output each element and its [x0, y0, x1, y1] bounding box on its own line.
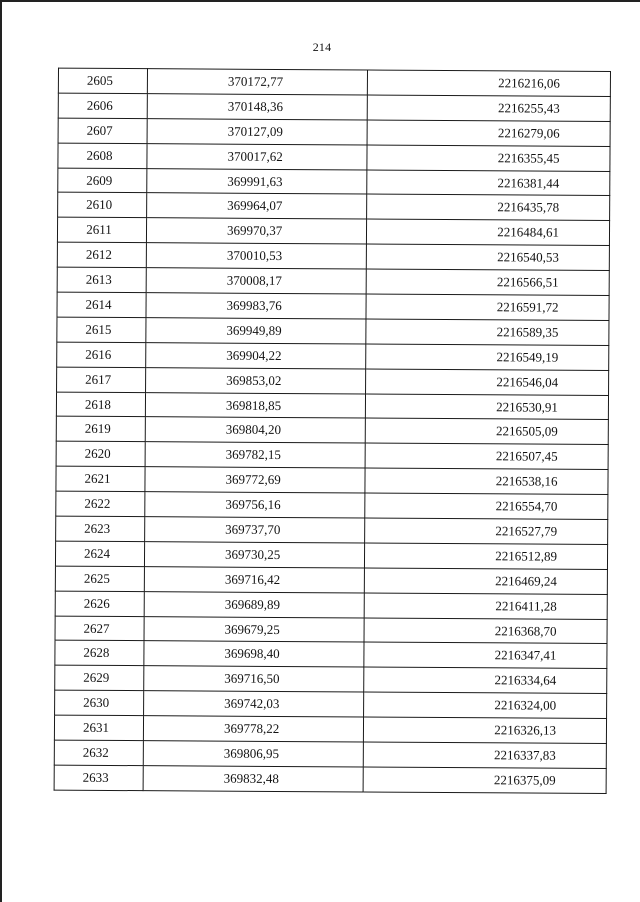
x-coordinate-cell: 369730,25: [144, 542, 364, 568]
y-coordinate-cell: 2216549,19: [366, 344, 609, 370]
y-coordinate-cell: 2216566,51: [366, 269, 609, 295]
point-number-cell: 2609: [58, 168, 147, 193]
table-row: [55, 591, 607, 619]
point-number-cell: 2613: [57, 267, 146, 292]
table-row: [55, 541, 607, 569]
x-coordinate-cell: 369782,15: [145, 442, 365, 468]
x-coordinate-cell: 369742,03: [144, 691, 364, 717]
x-coordinate-cell: 369778,22: [143, 716, 363, 742]
point-number-cell: 2621: [56, 466, 145, 491]
x-coordinate-cell: 369698,40: [144, 641, 364, 667]
point-number-cell: 2625: [55, 566, 144, 591]
x-coordinate-cell: 369904,22: [146, 342, 366, 368]
point-number-cell: 2626: [55, 591, 144, 616]
x-coordinate-cell: 369689,89: [144, 591, 364, 617]
point-number-cell: 2607: [58, 118, 147, 143]
coordinates-table-body: [54, 68, 610, 793]
x-coordinate-cell: 369772,69: [145, 467, 365, 493]
table-row: [57, 217, 609, 245]
table-row: [56, 491, 608, 519]
x-coordinate-cell: 369716,42: [144, 566, 364, 592]
x-coordinate-cell: 370008,17: [146, 268, 366, 294]
point-number-cell: 2614: [57, 292, 146, 317]
x-coordinate-cell: 369806,95: [143, 741, 363, 767]
x-coordinate-cell: 369818,85: [145, 392, 365, 418]
table-row: [58, 143, 610, 171]
y-coordinate-cell: 2216375,09: [363, 767, 606, 793]
point-number-cell: 2615: [57, 317, 146, 342]
table-row: [56, 466, 608, 494]
point-number-cell: 2618: [56, 392, 145, 417]
table-row: [55, 690, 607, 718]
y-coordinate-cell: 2216540,53: [366, 244, 609, 270]
point-number-cell: 2624: [55, 541, 144, 566]
point-number-cell: 2623: [56, 516, 145, 541]
x-coordinate-cell: 370127,09: [147, 118, 367, 144]
point-number-cell: 2632: [54, 740, 143, 765]
point-number-cell: 2620: [56, 441, 145, 466]
x-coordinate-cell: 369804,20: [145, 417, 365, 443]
y-coordinate-cell: 2216554,70: [365, 493, 608, 519]
table-row: [56, 441, 608, 469]
table-row: [58, 118, 610, 146]
x-coordinate-cell: 369949,89: [146, 318, 366, 344]
point-number-cell: 2605: [58, 68, 147, 93]
y-coordinate-cell: 2216512,89: [364, 543, 607, 569]
y-coordinate-cell: 2216255,43: [367, 95, 610, 121]
y-coordinate-cell: 2216591,72: [366, 294, 609, 320]
y-coordinate-cell: 2216326,13: [363, 717, 606, 743]
y-coordinate-cell: 2216505,09: [365, 418, 608, 444]
table-row: [58, 68, 610, 96]
y-coordinate-cell: 2216589,35: [366, 319, 609, 345]
table-row: [57, 292, 609, 320]
y-coordinate-cell: 2216334,64: [364, 667, 607, 693]
y-coordinate-cell: 2216411,28: [364, 593, 607, 619]
y-coordinate-cell: 2216347,41: [364, 642, 607, 668]
x-coordinate-cell: 369737,70: [145, 517, 365, 543]
table-row: [58, 93, 610, 121]
table-row: [56, 392, 608, 420]
y-coordinate-cell: 2216484,61: [366, 219, 609, 245]
x-coordinate-cell: 370148,36: [147, 94, 367, 120]
y-coordinate-cell: 2216368,70: [364, 618, 607, 644]
point-number-cell: 2617: [57, 367, 146, 392]
point-number-cell: 2630: [55, 690, 144, 715]
point-number-cell: 2619: [56, 417, 145, 442]
y-coordinate-cell: 2216381,44: [367, 170, 610, 196]
x-coordinate-cell: 369991,63: [147, 168, 367, 194]
x-coordinate-cell: 369716,50: [144, 666, 364, 692]
table-row: [55, 665, 607, 693]
x-coordinate-cell: 369756,16: [145, 492, 365, 518]
x-coordinate-cell: 370017,62: [147, 143, 367, 169]
y-coordinate-cell: 2216507,45: [365, 443, 608, 469]
y-coordinate-cell: 2216435,78: [367, 194, 610, 220]
y-coordinate-cell: 2216469,24: [364, 568, 607, 594]
table-row: [58, 193, 610, 221]
x-coordinate-cell: 369964,07: [147, 193, 367, 219]
table-row: [58, 168, 610, 196]
point-number-cell: 2610: [58, 193, 147, 218]
x-coordinate-cell: 369853,02: [146, 367, 366, 393]
y-coordinate-cell: 2216355,45: [367, 145, 610, 171]
table-row: [54, 715, 606, 743]
x-coordinate-cell: 369679,25: [144, 616, 364, 642]
x-coordinate-cell: 370010,53: [146, 243, 366, 269]
table-row: [54, 740, 606, 768]
y-coordinate-cell: 2216216,06: [367, 70, 610, 96]
y-coordinate-cell: 2216538,16: [365, 468, 608, 494]
y-coordinate-cell: 2216527,79: [365, 518, 608, 544]
point-number-cell: 2612: [57, 242, 146, 267]
table-row: [56, 516, 608, 544]
table-row: [55, 566, 607, 594]
table-row: [55, 641, 607, 669]
x-coordinate-cell: 369970,37: [146, 218, 366, 244]
point-number-cell: 2616: [57, 342, 146, 367]
table-row: [57, 267, 609, 295]
y-coordinate-cell: 2216279,06: [367, 120, 610, 146]
table-row: [57, 367, 609, 395]
y-coordinate-cell: 2216530,91: [365, 394, 608, 420]
table-row: [57, 242, 609, 270]
point-number-cell: 2606: [58, 93, 147, 118]
point-number-cell: 2611: [57, 217, 146, 242]
point-number-cell: 2622: [56, 491, 145, 516]
point-number-cell: 2633: [54, 765, 143, 790]
y-coordinate-cell: 2216324,00: [364, 692, 607, 718]
y-coordinate-cell: 2216337,83: [363, 742, 606, 768]
table-row: [57, 342, 609, 370]
x-coordinate-cell: 369832,48: [143, 766, 363, 792]
point-number-cell: 2631: [54, 715, 143, 740]
table-row: [56, 417, 608, 445]
point-number-cell: 2608: [58, 143, 147, 168]
point-number-cell: 2627: [55, 616, 144, 641]
coordinates-table: [54, 68, 611, 794]
point-number-cell: 2628: [55, 641, 144, 666]
x-coordinate-cell: 369983,76: [146, 293, 366, 319]
point-number-cell: 2629: [55, 665, 144, 690]
table-row: [57, 317, 609, 345]
page-number: 214: [312, 40, 332, 54]
table-row: [54, 765, 606, 793]
y-coordinate-cell: 2216546,04: [366, 369, 609, 395]
x-coordinate-cell: 370172,77: [147, 69, 367, 95]
table-row: [55, 616, 607, 644]
